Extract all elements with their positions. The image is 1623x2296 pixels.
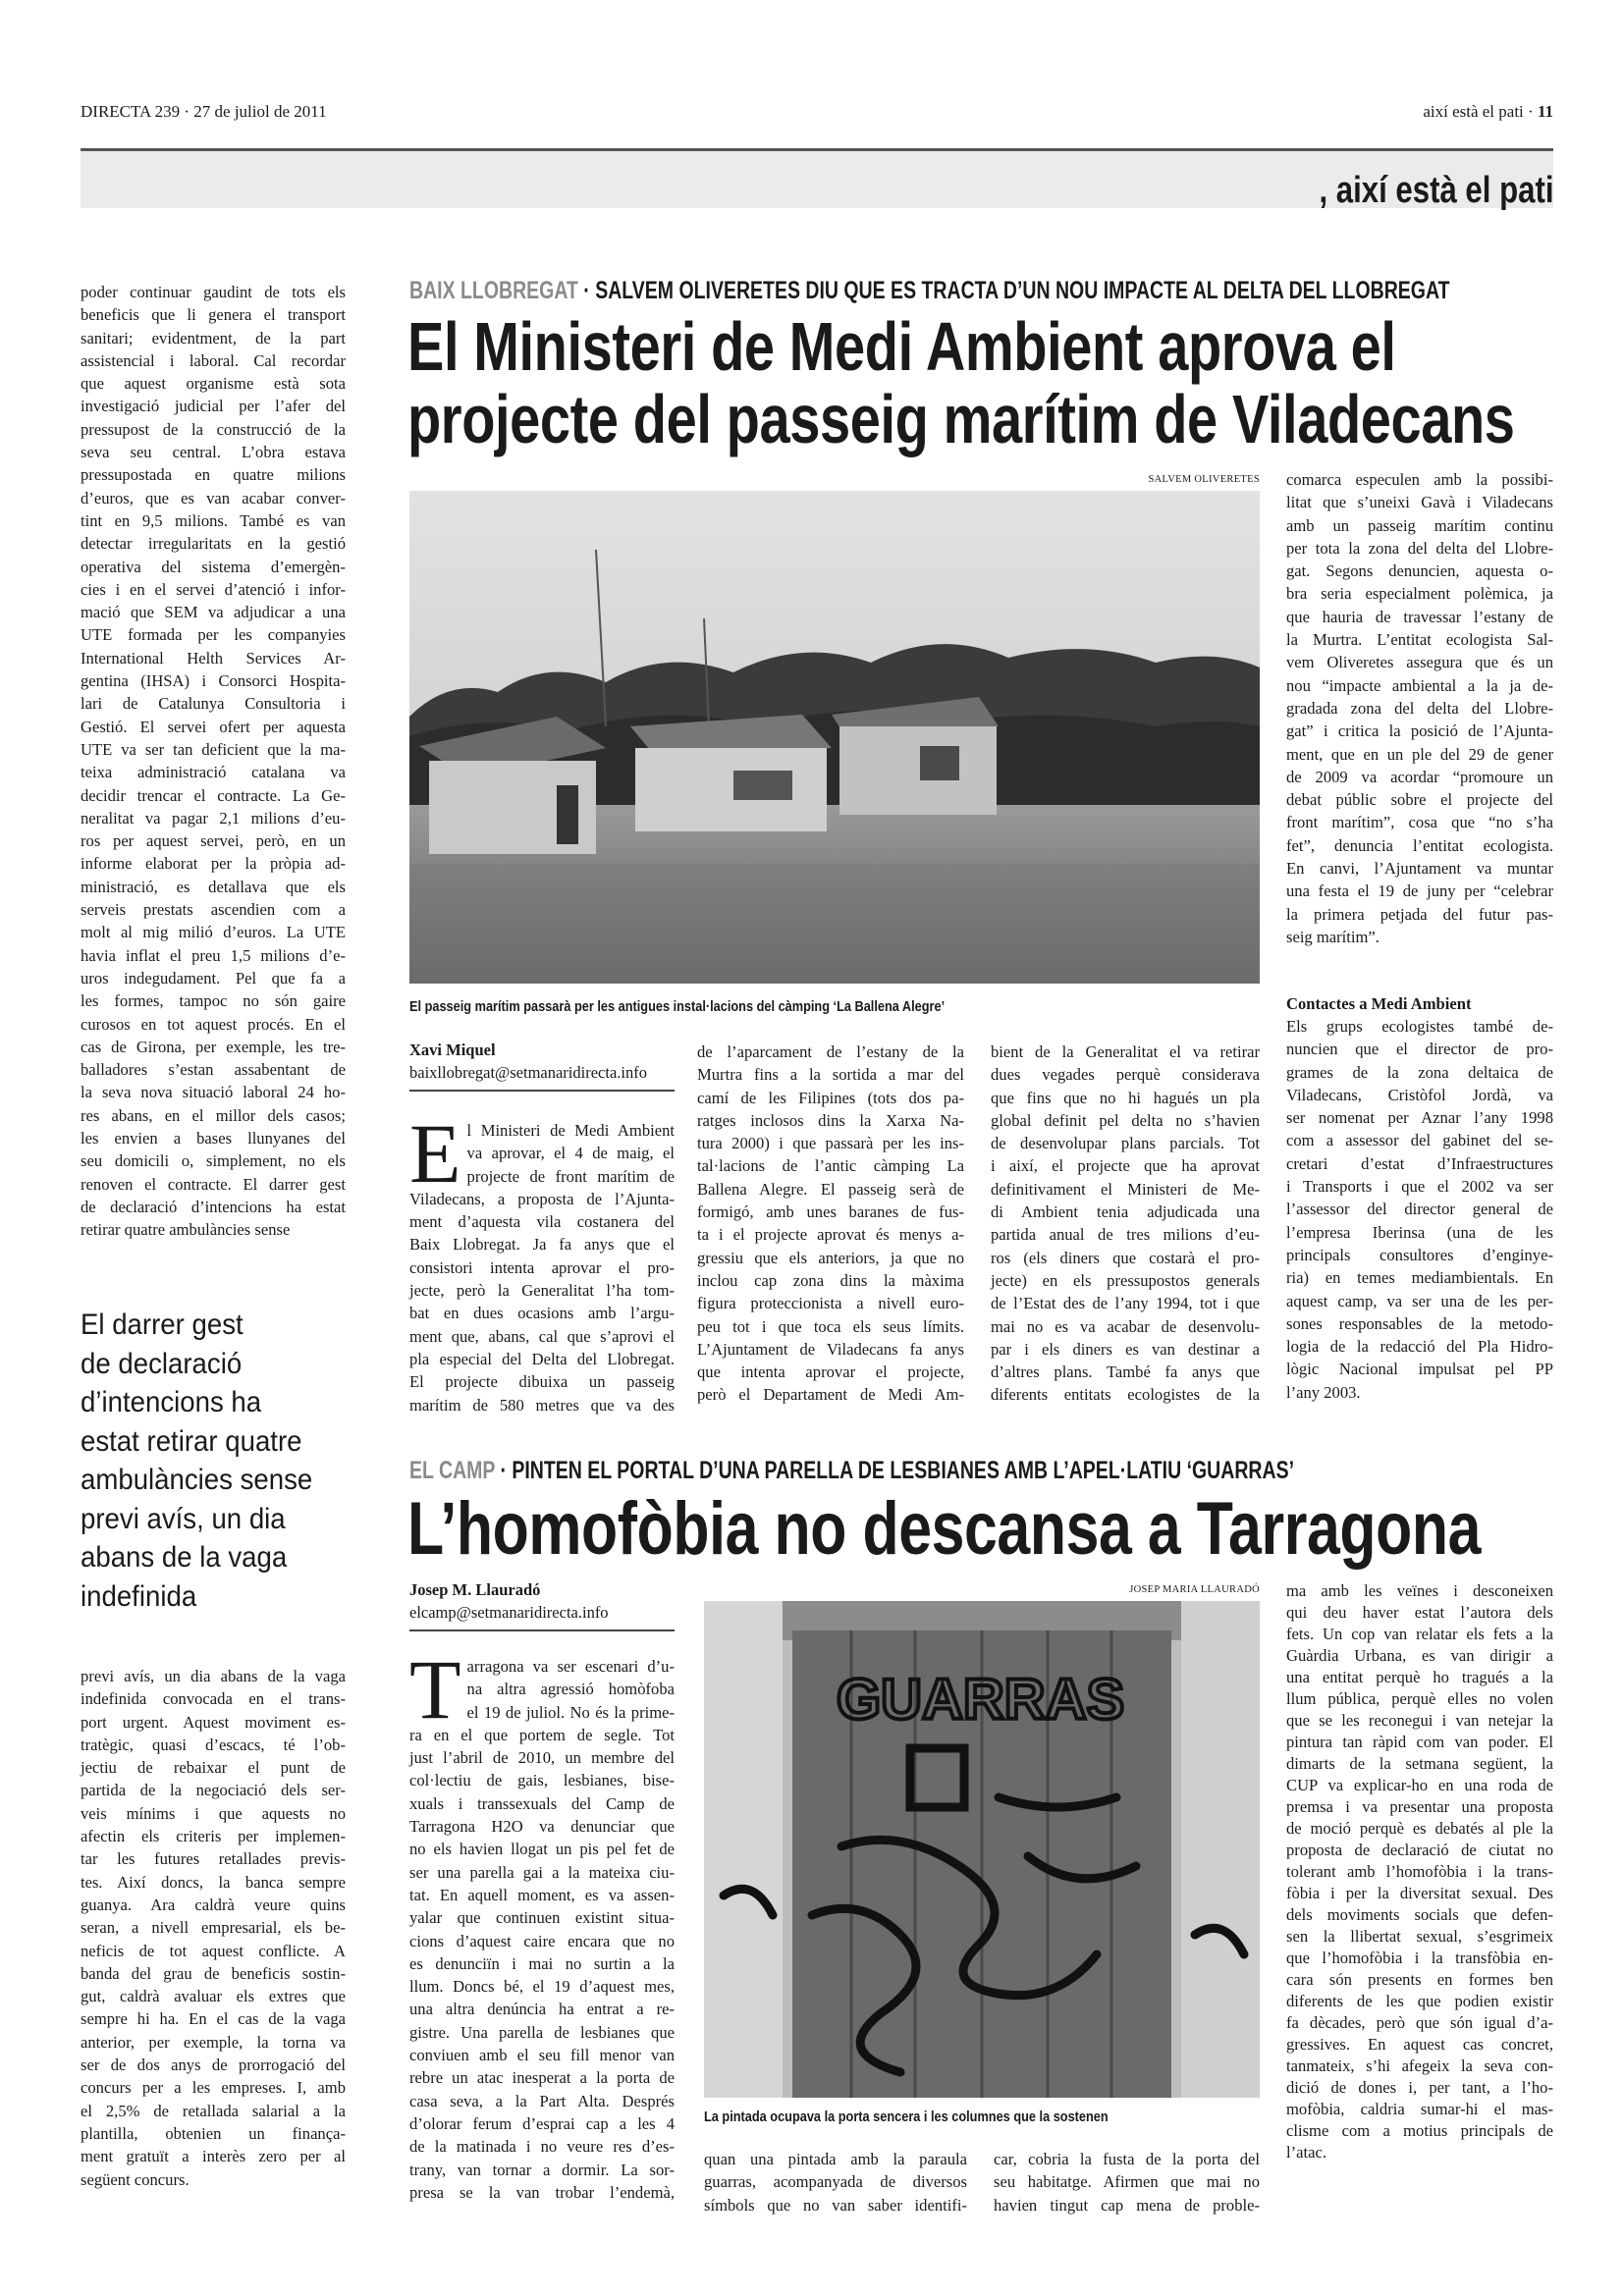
text-line: l Ministeri de Medi Ambient (466, 1121, 675, 1140)
text-line: bat en dues ocasions amb l’argu- (409, 1304, 675, 1323)
text-line: En canvi, l’Ajuntament va muntar (1286, 859, 1553, 879)
text-line: ra en el que portem de segle. Tot (409, 1725, 675, 1744)
text-line: previ avís, un dia abans de la vaga (81, 1667, 346, 1685)
text-line: l’empresa Iberinsa (una de les (1286, 1222, 1553, 1242)
text-line: fets. Un cop van relatar els fets a la (1286, 1625, 1553, 1643)
text-line: cions d’aquest caire encara que no (409, 1931, 675, 1950)
text-line: col·lectiu de gais, lesbianes, bise- (409, 1771, 675, 1790)
pull-quote-line: d’intencions ha (81, 1386, 262, 1418)
text-line: de desenvolupar plans parcials. Tot (991, 1134, 1260, 1153)
text-line: operativa del sistema d’emergèn- (81, 557, 346, 576)
text-line: proposta de declaració de ciutat no (1286, 1841, 1553, 1859)
text-line: consistori intenta aprovar el pro- (409, 1257, 675, 1277)
section-name: així està el pati (1423, 102, 1524, 121)
article1-column-2 (697, 1041, 964, 1407)
text-line: assistencial i laboral. Cal recordar (81, 350, 346, 370)
text-line: de l’aparcament de l’estany de la (697, 1042, 964, 1061)
text-line: ria) en temes mediambientals. En (1286, 1268, 1553, 1288)
text-line: gradada zona del delta del Llobre- (1286, 698, 1553, 718)
text-line: detectar irregularitats en la gestió (81, 534, 346, 554)
text-line: que l’homofòbia i la transfòbia en- (1286, 1949, 1553, 1967)
sidebar-text-b (81, 1665, 346, 2191)
text-line: afectin els criteris per implemen- (81, 1827, 346, 1846)
article1-column-4a (1286, 468, 1553, 948)
text-line: va aprovar, el 4 de maig, el (466, 1144, 675, 1163)
text-line: ma amb les veïnes i desconeixen (1286, 1581, 1553, 1600)
text-line: seu domicili o, simplement, no els (81, 1151, 346, 1171)
article1-column-3 (991, 1041, 1260, 1407)
text-line: que fins que no hi hagués un pla (991, 1088, 1260, 1107)
text-line: logia de la redacció del Pla Hidro- (1286, 1337, 1553, 1357)
text-line: nuncien que el director de pro- (1286, 1040, 1553, 1059)
text-line: Guàrdia Urbana, es van dirigir a (1286, 1646, 1553, 1665)
text-line: llum. Doncs bé, el 19 d’aquest mes, (409, 1977, 675, 1997)
text-line: gat” i critica la posició de l’Ajunta- (1286, 721, 1553, 741)
text-line: serveis prestats ascendien com a (81, 900, 346, 920)
text-line: pla especial del Delta del Llobregat. (409, 1349, 675, 1368)
text-line: Els grups ecologistes també de- (1286, 1017, 1553, 1036)
text-line: i així, el projecte que ha aprovat (991, 1156, 1260, 1176)
text-line: ment que, abans, cal que s’aprovi el (409, 1326, 675, 1346)
text-line: ment d’aquesta vila costanera del (409, 1212, 675, 1232)
text-line: ros (els diners que costarà el pro- (991, 1248, 1260, 1267)
text-line: ministració, es detallava que els (81, 877, 346, 896)
text-line: investigació judicial per l’afer del (81, 397, 346, 416)
text-line: que se les reconegui i van netejar la (1286, 1711, 1553, 1730)
text-line: de la matinada i no veure res d’es- (409, 2137, 675, 2157)
article1-column-4b (1286, 1015, 1553, 1404)
text-line: següent concurs. (81, 2169, 189, 2189)
article2-author-email[interactable]: elcamp@setmanaridirecta.info (409, 1603, 609, 1622)
article2-kicker (409, 1457, 1294, 1485)
text-line: UTE va ser tan deficient que la ma- (81, 739, 346, 759)
pull-quote-line: estat retirar quatre (81, 1424, 302, 1458)
text-line: pressupost de la construcció de la (81, 419, 346, 439)
text-line: arragona va ser escenari d’u- (466, 1657, 675, 1676)
text-line: vem Oliveretes assegura que és un (1286, 653, 1553, 672)
text-line: bra seria especialment polèmica, ja (1286, 584, 1553, 604)
text-line: tat. En aquell moment, es va assen- (409, 1885, 675, 1904)
text-line: neficis de tot aquest conflicte. A (81, 1941, 346, 1960)
text-line: per tota la zona del delta del Llobre- (1286, 538, 1553, 558)
text-line: Baix Llobregat. Ja fa anys que el (409, 1235, 675, 1255)
text-line: definitivament el Ministeri de Me- (991, 1179, 1260, 1199)
text-line: diferents de les que podien existir (1286, 1992, 1553, 2010)
text-line: gistre. Una parella de lesbianes que (409, 2022, 675, 2042)
text-line: ratges inclosos dins la Xarxa Na- (697, 1110, 964, 1130)
text-line: havia inflat el preu 1,5 milions d’e- (81, 945, 346, 965)
article2-section: EL CAMP (409, 1457, 496, 1484)
article1-section: BAIX LLOBREGAT (409, 277, 578, 304)
text-line: sempre hi ha. En el cas de la vaga (81, 2009, 346, 2029)
text-line: però el Departament de Medi Am- (697, 1385, 964, 1405)
text-line: d’olorar ferum d’esprai cap a les 4 (409, 2113, 675, 2133)
text-line: projecte de front marítim de (466, 1166, 675, 1186)
text-line: xuals i transsexuals del Camp de (409, 1793, 675, 1813)
text-line: ser nomenat per Aznar l’any 1998 (1286, 1108, 1553, 1128)
text-line: guanya. Ara caldrà veure quins (81, 1895, 346, 1914)
text-line: seu habitatge. Afirmen que mai no (994, 2172, 1260, 2192)
text-line: CUP va explicar-ho en una roda de (1286, 1776, 1553, 1794)
article2-dropcap: T (409, 1642, 461, 1736)
text-line: seig marítim”. (1286, 927, 1380, 946)
text-line: balladores s’estan assabentant de (81, 1060, 346, 1080)
article1-headline (407, 310, 1515, 455)
article1-author-email[interactable]: baixllobregat@setmanaridirecta.info (409, 1063, 647, 1082)
page-folio (1423, 102, 1553, 122)
article1-byline (409, 1039, 675, 1092)
article2-headline: L’homofòbia no descansa a Tarragona (407, 1487, 1482, 1571)
text-line: litat que s’uneixi Gavà i Viladecans (1286, 493, 1553, 512)
text-line: par i els diners es van destinar a (991, 1339, 1260, 1359)
pull-quote (81, 1306, 375, 1616)
sidebar-text-a (81, 281, 346, 1241)
text-line: peu tot i que toca els seus límits. (697, 1316, 964, 1336)
text-line: partida de la negociació dels ser- (81, 1781, 346, 1800)
text-line: qui deu haver estat l’autora dels (1286, 1603, 1553, 1622)
text-line: Murtra fins a la sortida a mar del (697, 1065, 964, 1085)
text-line: El projecte dibuixa un passeig (409, 1372, 675, 1392)
text-line: tes. Així doncs, la banca sempre (81, 1872, 346, 1892)
text-line: na altra agressió homòfoba (466, 1680, 675, 1699)
article1-column-1 (409, 1106, 675, 1416)
text-line: pressupostada en quatre milions (81, 465, 346, 485)
article2-byline (409, 1578, 675, 1631)
text-line: de 2009 va acordar “promoure un (1286, 767, 1553, 786)
article1-dropcap: E (409, 1106, 461, 1201)
text-line: aquest camp, va ser una de les per- (1286, 1291, 1553, 1310)
text-line: L’Ajuntament de Viladecans fa anys (697, 1339, 964, 1359)
article1-photo (409, 491, 1260, 984)
text-line: com a assessor del gabinet del se- (1286, 1131, 1553, 1150)
text-line: de l’Estat des de l’any 1994, tot i que (991, 1294, 1260, 1313)
text-line: informe elaborat per la pròpia ad- (81, 854, 346, 874)
text-line: símbols que no van saber identifi- (704, 2195, 967, 2215)
text-line: una entitat perquè ho tragués a la (1286, 1668, 1553, 1686)
text-line: formigó, amb unes baranes de fus- (697, 1202, 964, 1222)
text-line: ta i el projecte aprovat és menys a- (697, 1225, 964, 1245)
text-line: teixa administració catalana va (81, 763, 346, 782)
text-line: cara són presents en formes ben (1286, 1970, 1553, 1989)
text-line: fet”, denuncia l’entitat ecologista. (1286, 835, 1553, 855)
text-line: que hauria de travessar l’estany de (1286, 607, 1553, 626)
text-line: que intenta aprovar el projecte, (697, 1362, 964, 1382)
text-line: conviuen amb el seu fill menor van (409, 2046, 675, 2065)
text-line: molt al mig milió d’euros. La UTE (81, 923, 346, 942)
text-line: indefinida convocada en el trans- (81, 1689, 346, 1709)
text-line: front marítim”, cosa que “no s’ha (1286, 813, 1553, 832)
text-line: mai no es va acabar de desenvolu- (991, 1316, 1260, 1336)
text-line: res abans, en el millor dels casos; (81, 1105, 346, 1125)
text-line: renoven el contracte. El darrer gest (81, 1174, 346, 1194)
text-line: trany, van tornar a dormir. La sor- (409, 2160, 675, 2179)
text-line: retirar quatre ambulàncies sense (81, 1220, 291, 1240)
text-line: tolerant amb l’homofòbia i la trans- (1286, 1862, 1553, 1881)
text-line: dues vegades perquè considerava (991, 1065, 1260, 1085)
text-line: inclou cap zona dins la màxima (697, 1270, 964, 1290)
text-line: es denunciïn i mai no surtin a la (409, 1953, 675, 1973)
text-line: jectiu de rebaixar el punt de (81, 1758, 346, 1778)
text-line: diferents entitats ecologistes de la (991, 1385, 1260, 1405)
text-line: la primera petjada del futur pas- (1286, 904, 1553, 924)
text-line: gressiu que els anteriors, ja que no (697, 1248, 964, 1267)
text-line: tura 2000) i que passarà per les ins- (697, 1134, 964, 1153)
text-line: premsa i va presentar una proposta (1286, 1797, 1553, 1816)
text-line: partida anual de tres milions d’eu- (991, 1225, 1260, 1245)
text-line: les envien a bases llunyanes del (81, 1128, 346, 1148)
pull-quote-line: El darrer gest (81, 1308, 243, 1341)
text-line: fòbia i per la diversitat sexual. Des (1286, 1884, 1553, 1902)
text-line: marítim de 580 metres que va des (409, 1395, 675, 1415)
text-line: de moció perquè es debatés al ple la (1286, 1819, 1553, 1838)
text-line: comarca especulen amb la possibi- (1286, 470, 1553, 489)
article2-kicker-text: · PINTEN EL PORTAL D’UNA PARELLA DE LESBIANES AMB L’APEL·LATIU ‘GUARRAS’ (495, 1457, 1295, 1484)
article2-author: Josep M. Llauradó (409, 1580, 541, 1599)
article2-column-2 (704, 2148, 967, 2216)
text-line: Viladecans, Cristòfol Jordà, va (1286, 1085, 1553, 1104)
text-line: ment, que en un ple del 29 de gener (1286, 744, 1553, 764)
text-line: neralitat va pagar 2,1 milions d’eu- (81, 808, 346, 828)
text-line: debat públic sobre el projecte del (1286, 790, 1553, 810)
text-line: mació que SEM va adjudicar a una (81, 603, 346, 622)
text-line: de declaració d’intencions ha estat (81, 1197, 346, 1216)
text-line: lògic Nacional impulsat pel PP (1286, 1360, 1553, 1379)
text-line: ser de dos anys de prorrogació del (81, 2056, 346, 2075)
text-line: nou “impacte ambiental a la ja de- (1286, 675, 1553, 695)
article1-photo-caption: El passeig marítim passarà per les antigues instal·lacions del càmping ‘La Ballena Alegre’ (409, 998, 946, 1015)
text-line: Viladecans, a proposta de l’Ajunta- (409, 1189, 675, 1208)
text-line: jecte) en els pressupostos generals (991, 1270, 1260, 1290)
text-line: dels moviments socials que defen- (1286, 1905, 1553, 1924)
article2-photo-credit: JOSEP MARIA LLAURADÓ (1129, 1584, 1260, 1595)
text-line: amb un passeig marítim continu (1286, 515, 1553, 535)
article1-kicker (409, 277, 1450, 305)
article2-column-4 (1286, 1580, 1553, 2163)
text-line: di Ambient tenia adjudicada una (991, 1202, 1260, 1222)
page-number: 11 (1537, 102, 1553, 121)
article1-author: Xavi Miquel (409, 1041, 496, 1059)
text-line: dimarts de la setmana següent, la (1286, 1754, 1553, 1773)
section-band (81, 148, 1553, 211)
text-line: l’assessor del director general de (1286, 1200, 1553, 1219)
article2-photo-caption: La pintada ocupava la porta sencera i les columnes que la sostenen (704, 2109, 1109, 2125)
text-line: tratègic, quasi d’escacs, té l’ob- (81, 1735, 346, 1754)
text-line: llum pública, perquè elles no volen (1286, 1689, 1553, 1708)
text-line: principals consultores d’enginye- (1286, 1245, 1553, 1264)
text-line: les formes, tampoc no són gaire (81, 991, 346, 1011)
text-line: una altra denúncia ha entrat a re- (409, 2000, 675, 2019)
pull-quote-line: ambulàncies sense (81, 1464, 313, 1496)
text-line: gressives. En aquest cas concret, (1286, 2035, 1553, 2054)
text-line: cies i en el servei d’atenció i infor- (81, 579, 346, 599)
text-line: l’atac. (1286, 2143, 1326, 2162)
text-line: quan una pintada amb la paraula (704, 2150, 967, 2168)
article1-photo-credit: SALVEM OLIVERETES (1148, 474, 1260, 485)
text-line: dició de dones i, per tant, a l’ho- (1286, 2078, 1553, 2097)
text-line: tint en 9,5 milions. També es van (81, 510, 346, 530)
text-line: i Transports i que el 2002 va ser (1286, 1177, 1553, 1197)
text-line: d’altres plans. També fa anys que (991, 1362, 1260, 1382)
text-line: global definit pel delta no s’havien (991, 1110, 1260, 1130)
text-line: havien tingut cap mena de proble- (994, 2195, 1260, 2215)
article2-column-1 (409, 1642, 675, 2204)
text-line: tanmateix, s’hi afegeix la seva con- (1286, 2056, 1553, 2075)
text-line: presa se la van trobar l’endemà, (409, 2182, 675, 2202)
text-line: seran, a nivell empresarial, els be- (81, 1918, 346, 1938)
text-line: car, cobria la fusta de la porta del (994, 2150, 1260, 2168)
article1-headline-line1: El Ministeri de Medi Ambient aprova el (407, 308, 1396, 385)
text-line: grames de la zona deltaica de (1286, 1062, 1553, 1082)
text-line: ment gratuït a interès zero per al (81, 2147, 346, 2166)
text-line: sones responsables de la metodo- (1286, 1313, 1553, 1333)
text-line: el 2,5% de retallada salarial a la (81, 2101, 346, 2120)
text-line: la Murtra. L’entitat ecologista Sal- (1286, 630, 1553, 650)
text-line: just l’abril de 2010, un membre del (409, 1748, 675, 1768)
text-line: no els havien llogat un pis pel fet de (409, 1840, 675, 1859)
text-line: Gestió. El servei ofert per aquesta (81, 717, 346, 736)
text-line: figura proteccionista a nivell euro- (697, 1294, 964, 1313)
text-line: d’euros, que es van acabar conver- (81, 488, 346, 507)
pull-quote-line: de declaració (81, 1347, 243, 1380)
text-line: anterior, per exemple, la torna va (81, 2032, 346, 2052)
text-line: l’any 2003. (1286, 1382, 1361, 1402)
text-line: plantilla, obtenien un finança- (81, 2123, 346, 2143)
text-line: mofòbia, caldria sumar-hi el mas- (1286, 2100, 1553, 2118)
text-line: banda del grau de beneficis sostin- (81, 1963, 346, 1983)
graffiti-text: GUARRAS (837, 1668, 1125, 1732)
text-line: cas de Girona, per exemple, les tre- (81, 1037, 346, 1056)
text-line: el 19 de juliol. No és la prime- (466, 1702, 675, 1722)
text-line: tar les futures retallades previs- (81, 1849, 346, 1869)
text-line: clisme com a motius principals de (1286, 2121, 1553, 2140)
text-line: lari de Catalunya Consultoria i (81, 694, 346, 714)
text-line: sanitari; evidentment, de la part (81, 328, 346, 347)
article1-subhead: Contactes a Medi Ambient (1286, 994, 1472, 1013)
article1-headline-line2: projecte del passeig marítim de Viladecans (407, 381, 1515, 457)
text-line: yalar que continuen existint situa- (409, 1908, 675, 1928)
text-line: poder continuar gaudint de tots els (81, 283, 346, 301)
article2-column-1-text (409, 1642, 675, 2204)
section-title: , així està el pati (1318, 170, 1553, 211)
text-line: tal·lacions de l’antic càmping La (697, 1156, 964, 1176)
text-line: concurs per a les empreses. I, amb (81, 2078, 346, 2098)
text-line: guarras, acompanyada de diversos (704, 2172, 967, 2192)
text-line: beneficis que li genera el transport (81, 305, 346, 325)
text-line: UTE formada per les companyies (81, 625, 346, 645)
text-line: ros per aquest servei, però, en un (81, 831, 346, 851)
text-line: seva seu central. L’obra estava (81, 443, 346, 462)
text-line: curosos en tot aquest procés. En el (81, 1014, 346, 1034)
article2-photo (704, 1601, 1260, 2098)
text-line: pintura tan ràpid com van poder. El (1286, 1733, 1553, 1751)
text-line: cretari d’estat d’Infraestructures (1286, 1153, 1553, 1173)
text-line: sen la llibertat sexual, s’esgrimeix (1286, 1927, 1553, 1946)
text-line: ser una parella gai a la mateixa ciu- (409, 1862, 675, 1882)
issue-date: DIRECTA 239 · 27 de juliol de 2011 (81, 102, 327, 121)
text-line: Tarragona H2O va denunciar que (409, 1817, 675, 1837)
text-line: la seva nova situació laboral 24 ho- (81, 1083, 346, 1102)
text-line: gat. Segons denuncien, aquesta o- (1286, 561, 1553, 581)
text-line: Ballena Alegre. El passeig serà de (697, 1179, 964, 1199)
text-line: una festa el 19 de juny per “celebrar (1286, 881, 1553, 901)
folio-separator: · (1523, 102, 1538, 121)
text-line: port urgent. Aquest moviment es- (81, 1712, 346, 1732)
text-line: fa dècades, però que són igual d’a- (1286, 2013, 1553, 2032)
text-line: camí de les Filipines (tots dos pa- (697, 1088, 964, 1107)
text-line: uros indegudament. Pel que fa a (81, 968, 346, 988)
text-line: veis mínims i que aquests no (81, 1803, 346, 1823)
pull-quote-line: abans de la vaga (81, 1541, 288, 1574)
text-line: gentina (IHSA) i Consorci Hospita- (81, 671, 346, 691)
text-line: rebre un atac inesperat a la porta de (409, 2068, 675, 2088)
text-line: gut, caldrà avaluar els extres que (81, 1987, 346, 2006)
text-line: jecte, però la Generalitat l’ha tom- (409, 1281, 675, 1301)
pull-quote-line: indefinida (81, 1579, 197, 1613)
article2-column-3 (994, 2148, 1260, 2216)
text-line: International Helth Services Ar- (81, 648, 346, 667)
pull-quote-line: previ avís, un dia (81, 1502, 286, 1535)
text-line: casa seva, a la Part Alta. Després (409, 2091, 675, 2110)
text-line: que aquest organisme està sota (81, 374, 346, 394)
text-line: decidir trencar el contracte. La Ge- (81, 785, 346, 805)
article1-kicker-text: · SALVEM OLIVERETES DIU QUE ES TRACTA D’UN NOU IMPACTE AL DELTA DEL LLOBREGAT (577, 277, 1450, 304)
text-line: bient de la Generalitat el va retirar (991, 1042, 1260, 1061)
